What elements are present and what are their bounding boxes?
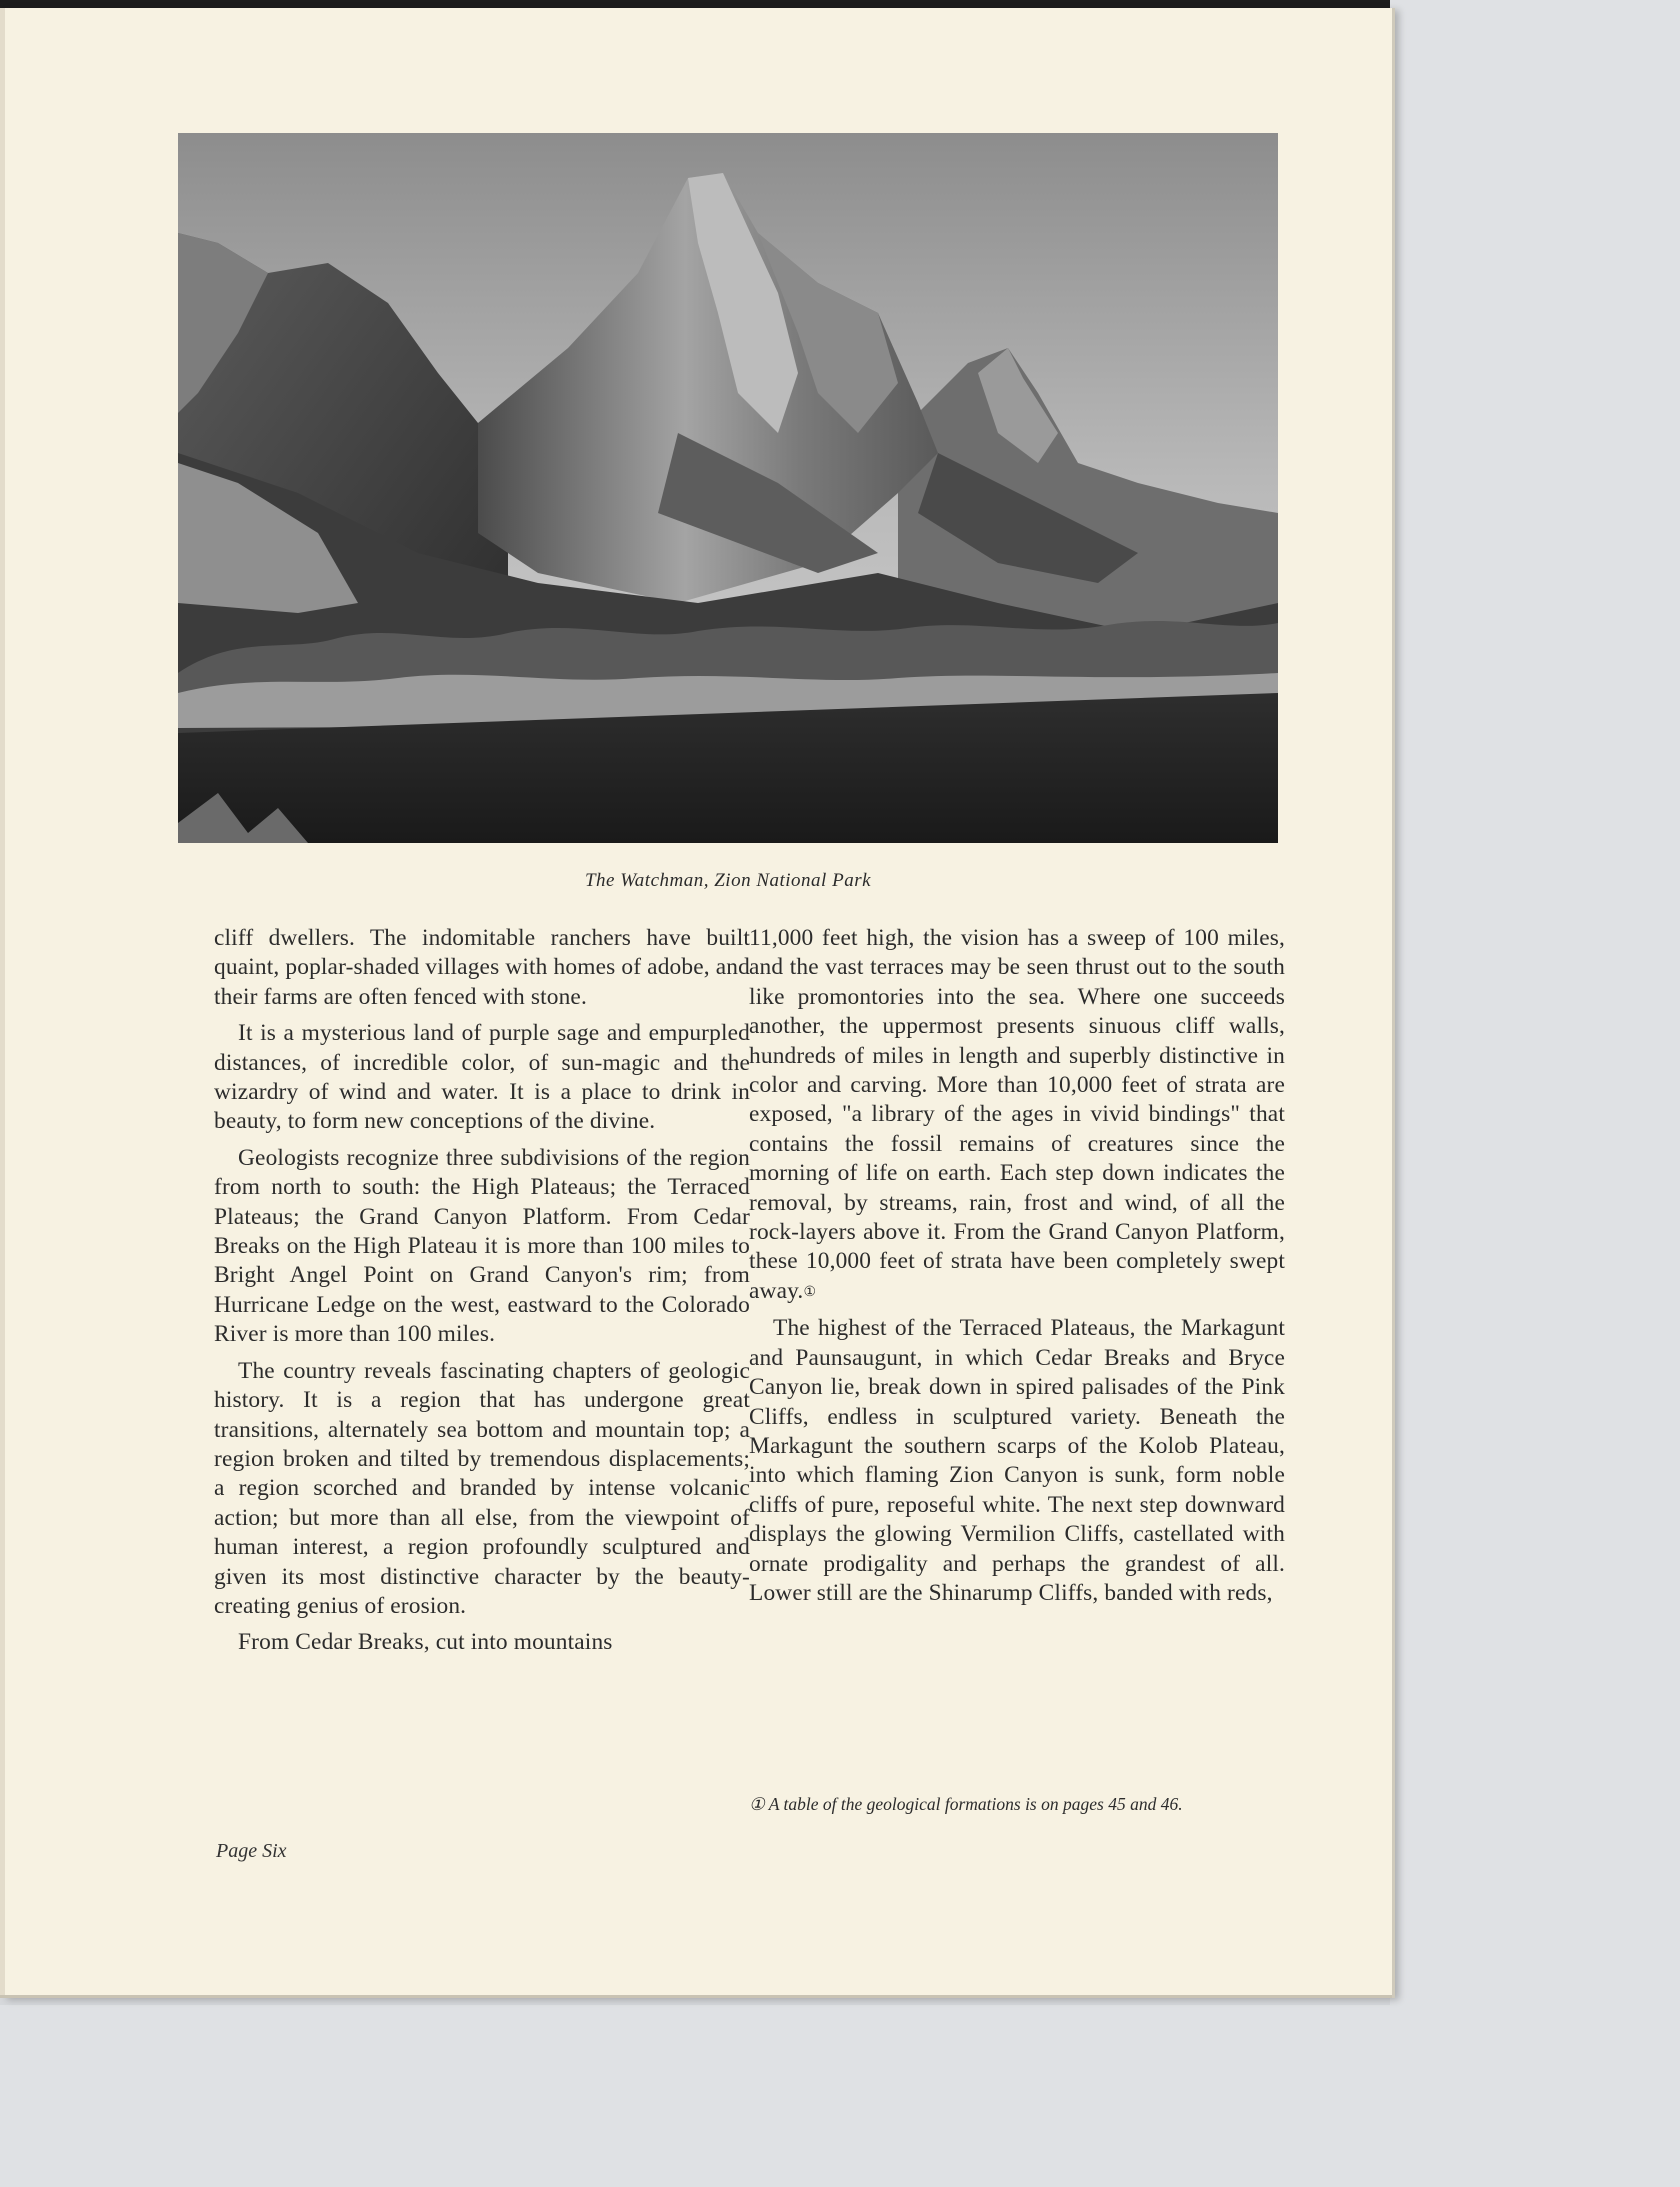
paragraph-text: 11,000 feet high, the vision has a sweep of 100 miles, and the vast terraces may be seen thrust out to the south like promontories into the sea. Where one succeeds another, the uppermost presents sinuous cliff walls, hundreds of miles in length and superbly distinctive in color and carving. More than 10,000 feet of strata are exposed, "a library of the ages in vivid bindings" that contains the fossil remains of creatures since the morning of life on earth. Each step down indicates the removal, by streams, rain, frost and wind, of all the rock-layers above it. From the Grand Canyon Platform, these 10,000 feet of strata have been completely swept away. (749, 925, 1285, 1304)
paragraph: The highest of the Terraced Plateaus, the Markagunt and Paunsaugunt, in which Cedar Breaks and Bryce Canyon lie, break down in spired palisades of the Pink Cliffs, endless in sculptured variety. Beneath the Markagunt the southern scarps of the Kolob Plateau, into which flaming Zion Canyon is sunk, form noble cliffs of pure, reposeful white. The next step downward displays the glowing Vermilion Cliffs, castellated with ornate prodigality and perhaps the grandest of all. Lower still are the Shinarump Cliffs, banded with reds, (749, 1315, 1285, 1606)
scanner-background (1390, 0, 1680, 2187)
scanner-background-bottom (0, 2005, 1680, 2187)
paragraph (749, 924, 1285, 1307)
paragraph: cliff dwellers. The indomitable ranchers have built quaint, poplar-shaded villages with homes of adobe, and their farms are often fenced with stone. (214, 925, 750, 1010)
footnote-marker: ① (803, 1284, 817, 1300)
paragraph: Geologists recognize three subdivisions of the region from north to south: the High Plateaus; the Terraced Plateaus; the Grand Canyon Platform. From Cedar Breaks on the High Plateau it is more than 100 miles to Bright Angel Point on Grand Canyon's rim; from Hurricane Ledge on the west, eastward to the Colorado River is more than 100 miles. (214, 1144, 750, 1348)
photo-illustration (178, 133, 1278, 843)
paragraph: From Cedar Breaks, cut into mountains (238, 1629, 613, 1656)
paragraph: It is a mysterious land of purple sage and empurpled distances, of incredible color, of sun-magic and the wizardry of wind and water. It is a place to drink in beauty, to form new conceptions of the divine. (214, 1020, 750, 1135)
paragraph: The country reveals fascinating chapters of geologic history. It is a region that has undergone great transitions, alternately sea bottom and mountain top; a region broken and tilted by tremendous displacements; a region scorched and branded by intense volcanic action; but more than all else, from the viewpoint of human interest, a region profoundly sculptured and given its most distinctive character by the beauty-creating genius of erosion. (214, 1357, 750, 1619)
page-number: Page Six (216, 1840, 287, 1862)
page-spine (0, 8, 5, 1998)
document-page (0, 8, 1392, 1998)
left-text-column (214, 924, 750, 1658)
photo-caption: The Watchman, Zion National Park (584, 870, 872, 891)
right-text-column (749, 924, 1285, 1608)
footnote: ① A table of the geological formations is on pages 45 and 46. (749, 1794, 1183, 1814)
mountain-photo (178, 133, 1278, 843)
page-edge (0, 1995, 1392, 1998)
